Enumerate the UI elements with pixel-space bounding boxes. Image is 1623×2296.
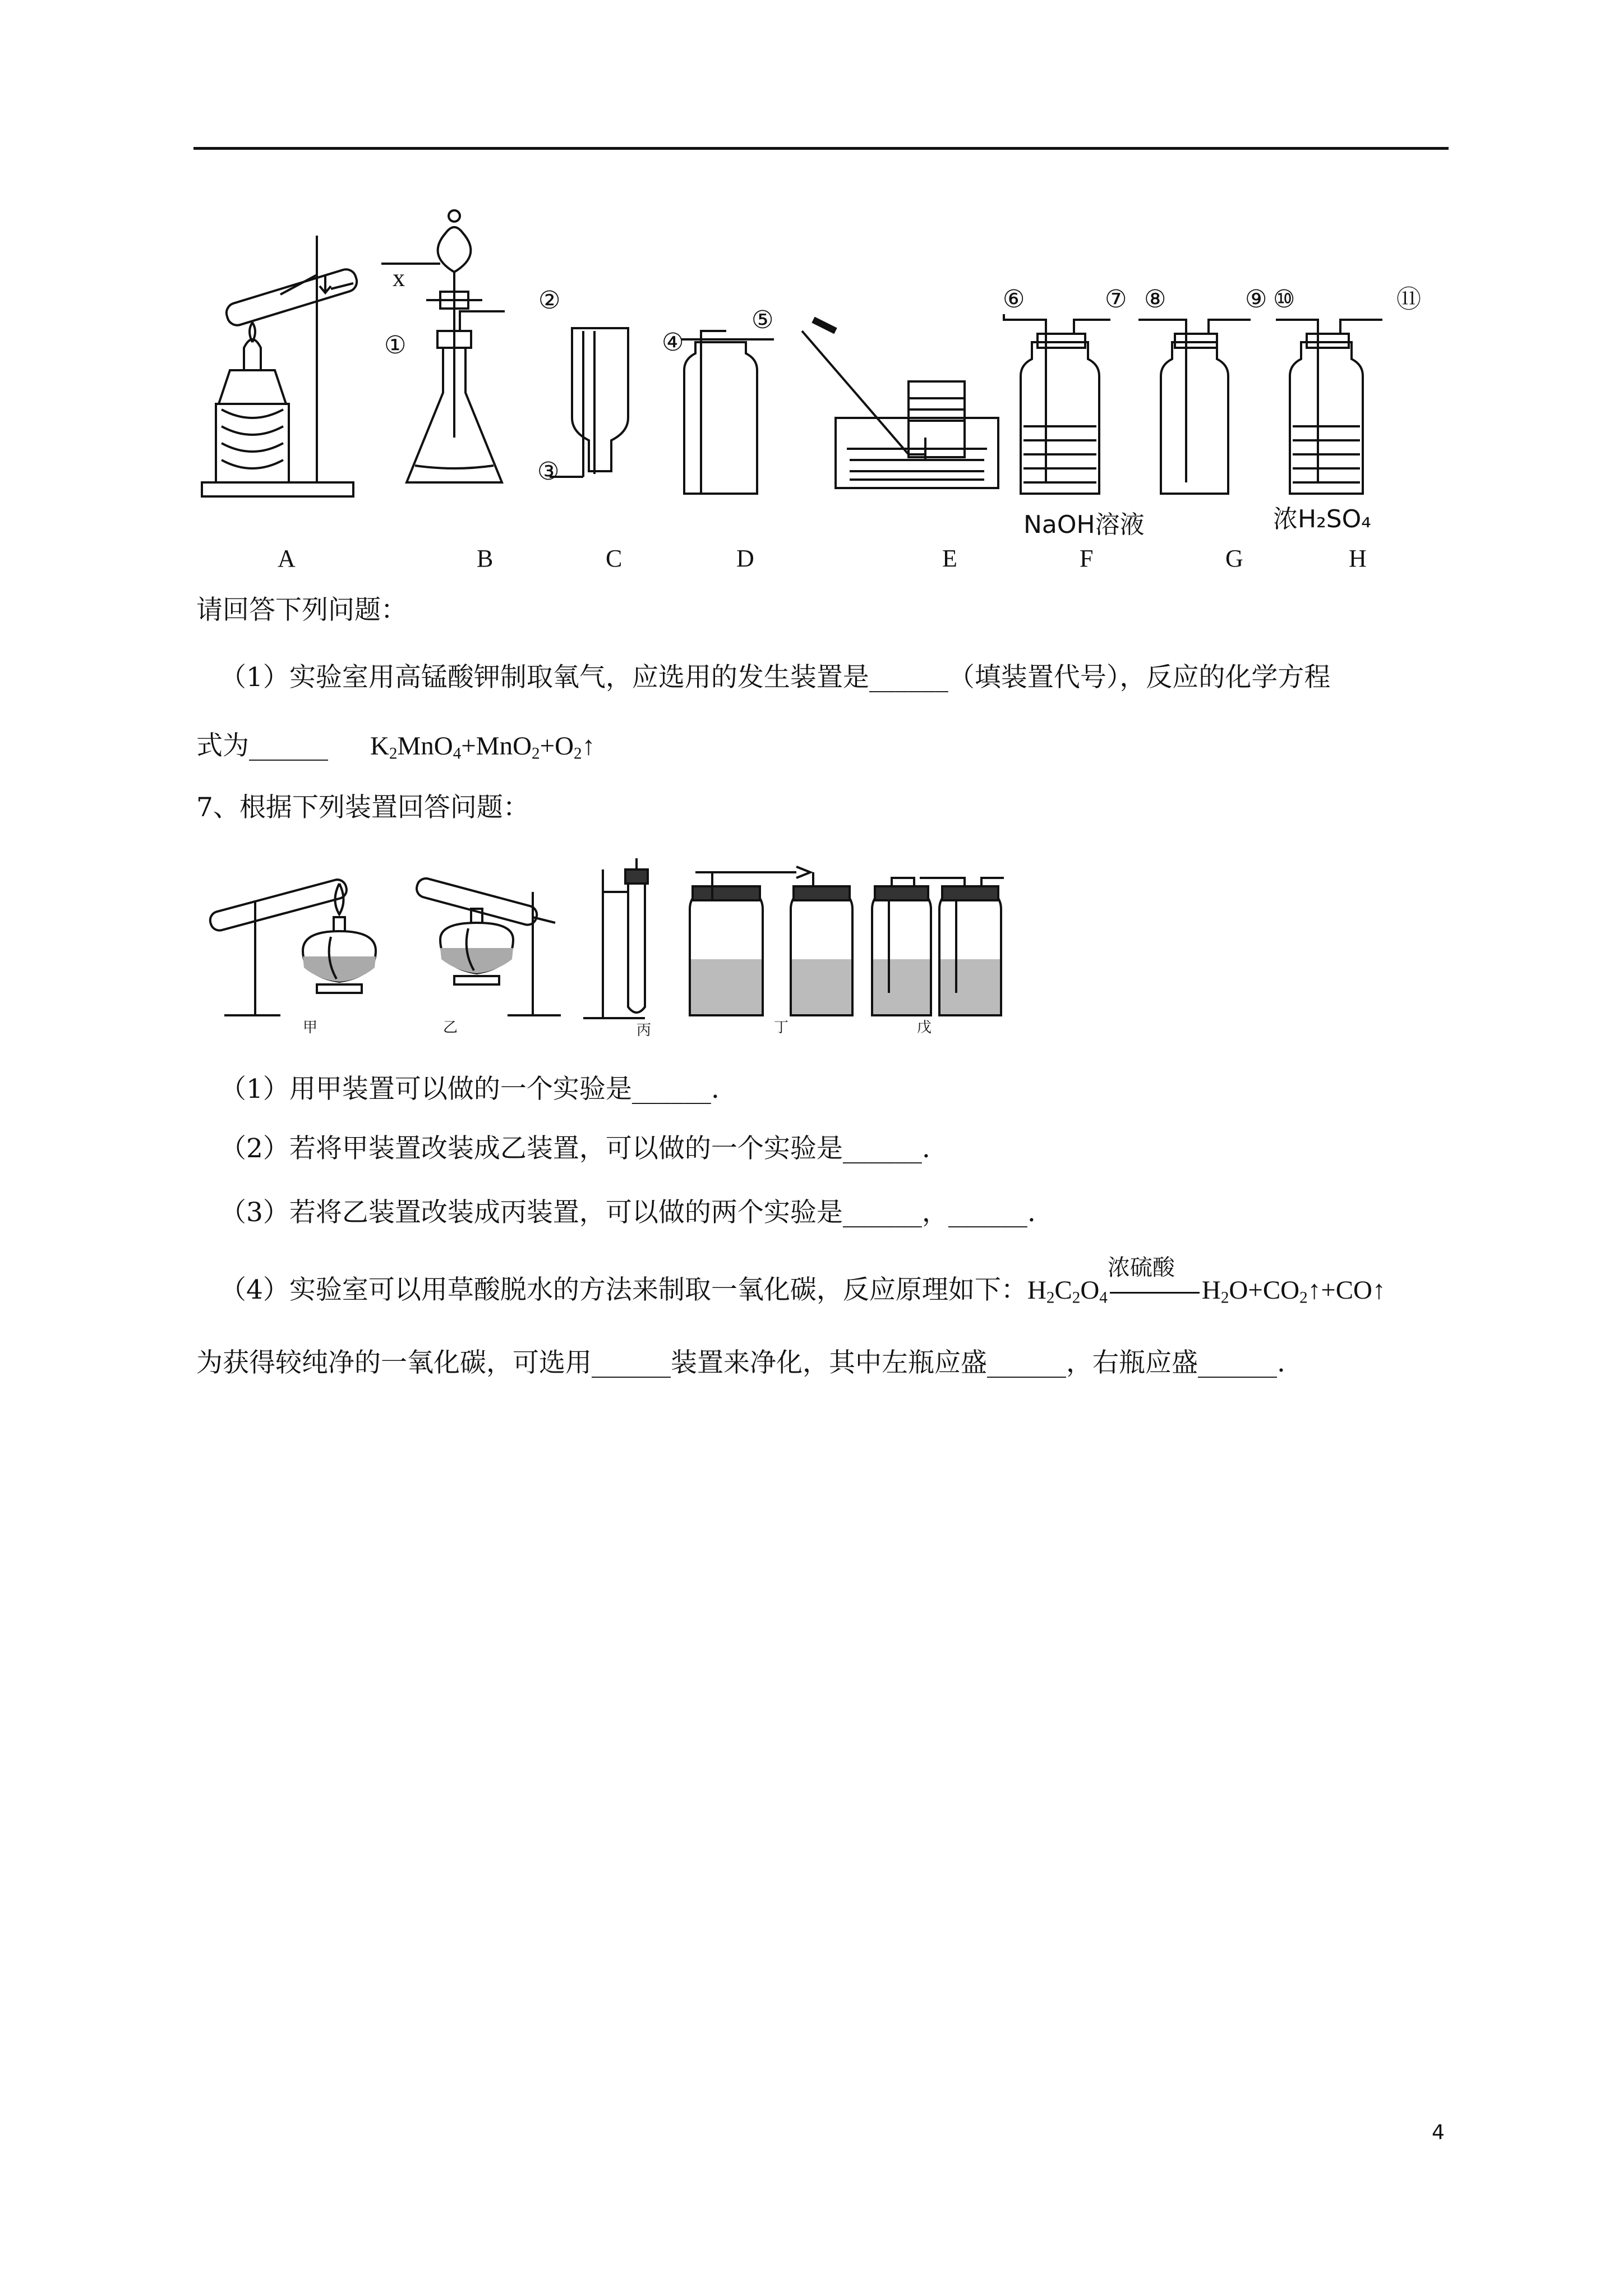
fig1-label-h: H — [1349, 545, 1367, 572]
fig1-mark-9: ⑨ — [1245, 286, 1267, 313]
apparatus-d — [681, 331, 774, 494]
apparatus-figure-2 — [196, 847, 1038, 1049]
apparatus-e — [802, 320, 998, 488]
question-7-4-line-2: 为获得较纯净的一氧化碳，可选用______装置来净化，其中左瓶应盛______，右瓶应盛______. — [196, 1347, 1285, 1378]
fig1-mark-8: ⑧ — [1144, 286, 1166, 313]
fig1-mark-11: ⑪ — [1396, 286, 1421, 313]
header-rule — [193, 147, 1449, 150]
question-7-3: （3）若将乙装置改装成丙装置，可以做的两个实验是______，______. — [220, 1197, 1036, 1228]
fig1-label-e: E — [942, 545, 957, 572]
fig1-label-a: A — [278, 545, 296, 572]
apparatus-yi — [414, 876, 561, 1015]
question-7-4-prefix: （4）实验室可以用草酸脱水的方法来制取一氧化碳，反应原理如下： — [220, 1274, 1027, 1305]
fig1-mark-10: ⑩ — [1273, 286, 1295, 313]
apparatus-ding — [690, 867, 852, 1015]
apparatus-h — [1276, 320, 1382, 494]
fig1-reagent-h2so4: 浓H₂SO₄ — [1273, 505, 1371, 533]
apparatus-a — [202, 236, 359, 496]
fig1-mark-5: ⑤ — [751, 306, 774, 334]
oxalic-acid-equation: $H_2C_2O_4$ 浓硫酸 $H_2O+CO_2↑+CO↑$ — [1027, 1276, 1386, 1305]
apparatus-wu — [872, 878, 1004, 1015]
fig1-reagent-naoh: NaOH溶液 — [1023, 510, 1145, 539]
apparatus-figure-1 — [191, 191, 1447, 595]
apparatus-jia — [208, 878, 376, 1015]
fig1-label-c: C — [606, 545, 623, 572]
fig1-label-d: D — [736, 545, 754, 572]
question-7-4-line-1 — [220, 1255, 1386, 1314]
intro-text: 请回答下列问题： — [196, 595, 407, 625]
apparatus-g — [1138, 320, 1251, 494]
fig1-mark-1: ① — [384, 332, 407, 359]
question-7-title: 7、根据下列装置回答问题： — [196, 792, 529, 823]
question-1-line-1: （1）实验室用高锰酸钾制取氧气，应选用的发生装置是______（填装置代号），反应的化学方程 — [220, 662, 1331, 693]
apparatus-c — [550, 328, 628, 477]
fig2-label-bing: 丙 — [637, 1022, 652, 1039]
fig2-label-jia: 甲 — [303, 1019, 318, 1036]
apparatus-f — [1004, 314, 1110, 494]
reaction-arrow — [1110, 1292, 1200, 1294]
fig1-label-b: B — [477, 545, 494, 572]
fig1-label-g: G — [1225, 545, 1243, 572]
fig1-label-f: F — [1080, 545, 1094, 572]
question-7-2: （2）若将甲装置改装成乙装置，可以做的一个实验是______. — [220, 1133, 930, 1164]
page-number: 4 — [1432, 2121, 1445, 2144]
fig1-mark-4: ④ — [662, 329, 684, 356]
apparatus-bing — [583, 858, 648, 1018]
fig2-label-yi: 乙 — [443, 1019, 458, 1036]
fig2-label-ding: 丁 — [774, 1019, 789, 1036]
fig1-mark-2: ② — [538, 287, 561, 314]
fig1-mark-x: x — [393, 264, 405, 292]
fig1-mark-7: ⑦ — [1105, 286, 1127, 313]
catalyst-label: 浓硫酸 — [1107, 1255, 1175, 1281]
fig2-label-wu: 戊 — [917, 1019, 932, 1036]
kmno4-equation: $K_2MnO_4+MnO_2+O_2↑$ — [370, 731, 596, 763]
question-1-line-2 — [196, 729, 595, 770]
question-7-1: （1）用甲装置可以做的一个实验是______. — [220, 1074, 720, 1105]
question-1-line-2-prefix: 式为______ — [196, 730, 328, 761]
fig1-mark-3: ③ — [537, 458, 560, 485]
fig1-mark-6: ⑥ — [1003, 286, 1025, 313]
